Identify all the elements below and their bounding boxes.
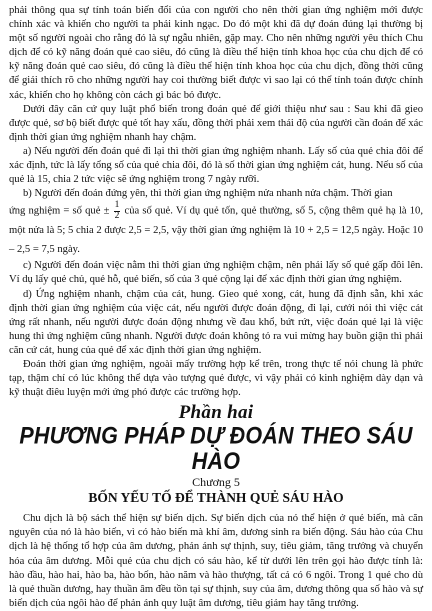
chapter-title: BỐN YẾU TỐ ĐỂ THÀNH QUẺ SÁU HÀO (88, 490, 344, 506)
fraction-half (114, 201, 121, 221)
part-heading: Phần hai (178, 402, 254, 424)
paragraph-case-a: a) Nếu người đến đoán quẻ đi lại thì thời gian ứng nghiệm nhanh. Lấy số của quẻ chia đôi để xác định, tức là lấy tổng số của quẻ chia đôi, đó là số thời gian ứng nghiệm cát, hung. Nếu số của quẻ là 15, chia 2 tức việc sẽ ứng nghiệm trong 7 ngày rưỡi. (9, 145, 423, 186)
main-title: PHƯƠNG PHÁP DỰ ĐOÁN THEO SÁU HÀO (19, 422, 413, 476)
fraction-numerator: 1 (114, 200, 120, 211)
paragraph-chapter-body: Chu dịch là bộ sách thể hiện sự biến dịch. Sự biến dịch của nó thể hiện ở quẻ biến, mà căn nguyên của nó là hào biến, vì có hào biến mà khí âm, dương sinh ra biến động. Sáu hào của Chu dịch là hệ thống tổ hợp của âm dương, phản ánh sự thịnh, suy, tiêu giảm, tăng trưởng và chuyển hóa của âm dương. Mỗi quẻ của chu dịch có sáu hào, kể từ dưới lên trên gọi hào được tính là: hào đầu, hào hai, hào ba, hào bốn, hào năm và hào thượng, tất cả có 6 ngôi. Trong 1 quẻ cho dù là quẻ thuần dương, hay thuần âm đều tồn tại sự thịnh, suy của âm, dương thông qua số hào và sự biến dịch của ngôi hào để phản ánh quy luật âm dương, tiêu giảm hay tăng trưởng. (9, 513, 423, 609)
formula-continuation: của số quẻ. Ví dụ quẻ tốn, quẻ thường, số 5, cộng thêm quẻ hạ là 10, một nửa là 5; 5 chia 2 được 2,5 = 2,5, vậy thời gian ứng nghiệm là 10 + 2,5 = 12,5 ngày. Hoặc 10 – 2,5 = 7,5 ngày. (9, 205, 424, 256)
paragraph-rule: Dưới đây căn cứ quy luật phổ biến trong đoán quẻ để giới thiệu như sau : Sau khi đã gieo được quẻ, sơ bộ biết được quẻ tốt hay xấu, đồng thời phải xem thái độ của người cần đoán để xác định thời gian ứng nghiệm nhanh hay chậm. (9, 103, 423, 143)
paragraph-case-d: d) Ứng nghiệm nhanh, chậm của cát, hung. Gieo quẻ xong, cát, hung đã định sẵn, khi xác định thời gian ứng nghiệm của việc cát, nếu người được đoán động, đi lại, cưới nói thì việc cát ứng rất nhanh, nếu người được đoán động nhưng về đau khổ, bứt rứt, việc đoán quẻ lại là việc hung thì ứng nghiệm cũng nhanh. Người được đoán không tỏ ra vui mừng hay buồn giận thì phải căn cứ cát, hung của quẻ để xác định thời gian ứng nghiệm. (9, 288, 423, 356)
paragraph-case-c: c) Người đến đoán việc nằm thì thời gian ứng nghiệm chậm, nên phải lấy số quẻ gấp đôi lên. Ví dụ lấy quẻ chủ, quẻ hỗ, quẻ biến, số của 3 quẻ cộng lại để xác định thời gian ứng nghiệm. (9, 260, 423, 286)
fraction-denominator: 2 (114, 210, 120, 221)
paragraph-case-b-first-line: b) Người đến đoán đứng yên, thì thời gian ứng nghiệm nửa nhanh nửa chậm. Thời gian (23, 188, 393, 200)
formula-text: ứng nghiệm = số quẻ ± (9, 205, 110, 217)
chapter-number: Chương 5 (192, 475, 240, 490)
paragraph-conclusion: Đoán thời gian ứng nghiệm, ngoài mấy trường hợp kể trên, trong thực tế nói chung là phức tạp, thậm chí có lúc không thể dựa vào tượng quẻ được, vì vậy phải có kinh nghiệm dày dạn và kỹ thuật điêu luyện mới ứng phó được các trường hợp. (9, 358, 423, 399)
paragraph-intro: phải thông qua sự tính toán biến đổi của con người cho nên thời gian ứng nghiệm mới được chính xác và khiến cho người ta phải kinh ngạc. Do đó một khi đã dự đoán đúng lại thường bị một số người ngoài cho rằng đó là sự ngẫu nhiên, gặp may. Cho nên những người yêu thích Chu dịch để có kỹ năng đoán quẻ cao siêu, đó cũng là điều thể hiện tính khoa học của chu dịch để có kỹ năng đoán quẻ cao siêu, đó cũng là điều thể hiện tính khoa học của chu dịch, đồng thời cũng để giải thích rõ cho những người hay coi thường biết được vì sao lại có thể tính toán được chính xác, khiến cho họ không còn cách gì bác bỏ được. (9, 5, 423, 101)
paragraph-case-b-formula (9, 201, 423, 259)
